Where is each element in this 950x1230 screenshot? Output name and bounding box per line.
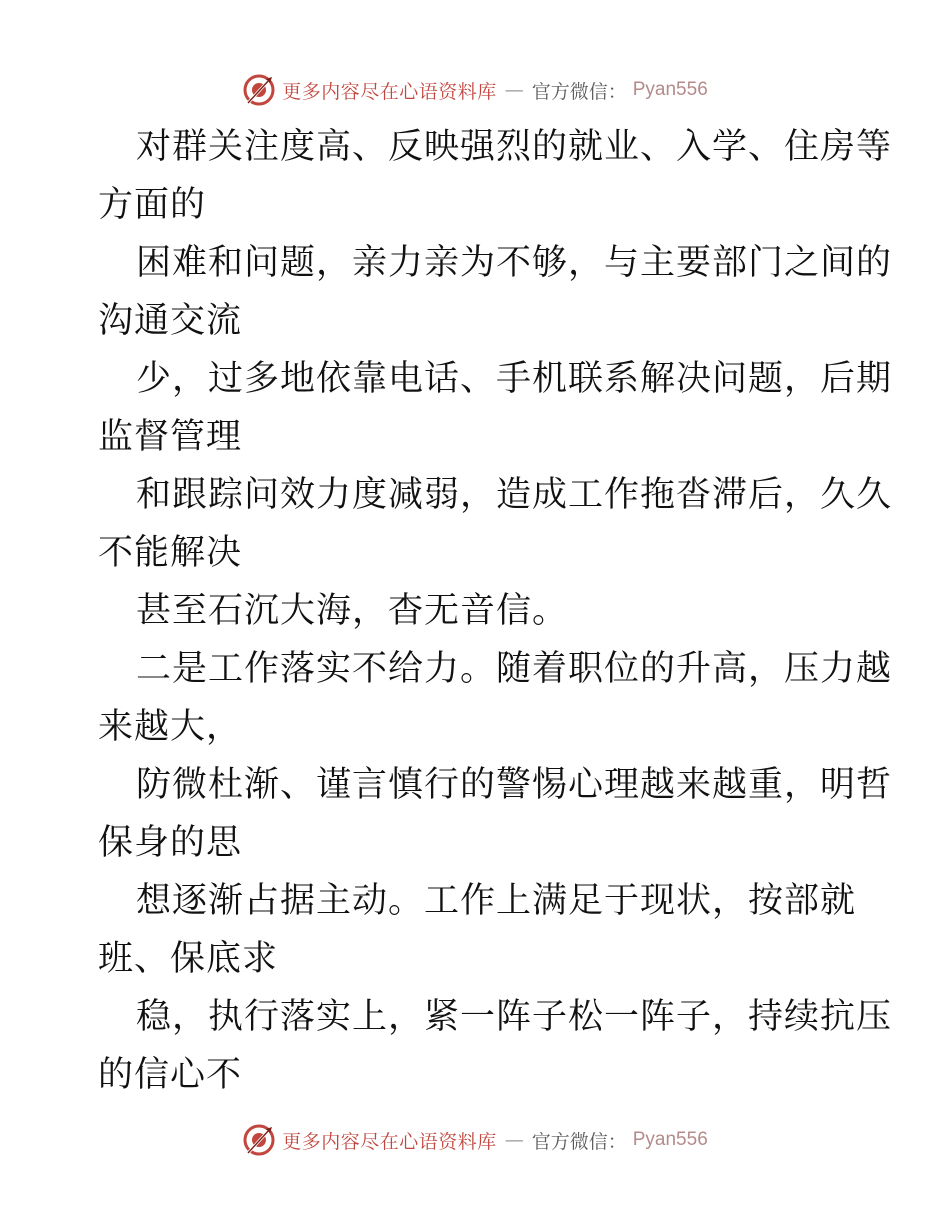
- text-line: 监督管理: [98, 417, 243, 457]
- quill-seal-icon: [242, 1123, 276, 1157]
- document-body: [98, 118, 893, 1104]
- banner-title: 更多内容尽在心语资料库: [282, 80, 497, 103]
- banner-separator: —: [504, 1129, 524, 1151]
- text-line: 保身的思: [98, 823, 243, 863]
- text-line: 班、保底求: [98, 939, 279, 979]
- text-line: 困难和问题，亲力亲为不够，与主要部门之间的: [136, 243, 893, 283]
- text-line: 和跟踪问效力度减弱，造成工作拖沓滞后，久久: [136, 475, 893, 515]
- text-line: 沟通交流: [98, 301, 243, 341]
- text-line: 二是工作落实不给力。随着职位的升高，压力越: [136, 649, 893, 689]
- text-line: 不能解决: [98, 533, 243, 573]
- banner-wechat-label: 官方微信：: [531, 80, 627, 103]
- text-line: 来越大，: [98, 707, 243, 747]
- text-line: 方面的: [98, 185, 207, 225]
- banner-wechat-label: 官方微信：: [531, 1130, 627, 1153]
- banner-wechat-id: Pyan556: [632, 79, 708, 100]
- text-line: 防微杜渐、谨言慎行的警惕心理越来越重，明哲: [136, 765, 893, 805]
- footer-banner: [0, 1120, 950, 1160]
- banner-wechat-id: Pyan556: [632, 1129, 708, 1150]
- text-line: 少，过多地依靠电话、手机联系解决问题，后期: [136, 359, 893, 399]
- banner-title: 更多内容尽在心语资料库: [282, 1130, 497, 1153]
- text-line: 稳，执行落实上，紧一阵子松一阵子，持续抗压: [136, 997, 893, 1037]
- quill-seal-icon: [242, 73, 276, 107]
- banner-separator: —: [504, 79, 524, 101]
- header-banner: [0, 70, 950, 110]
- text-line: 想逐渐占据主动。工作上满足于现状，按部就: [136, 881, 857, 921]
- text-line: 对群关注度高、反映强烈的就业、入学、住房等: [136, 127, 893, 167]
- text-line: 的信心不: [98, 1055, 243, 1095]
- text-line: 甚至石沉大海，杳无音信。: [136, 591, 569, 631]
